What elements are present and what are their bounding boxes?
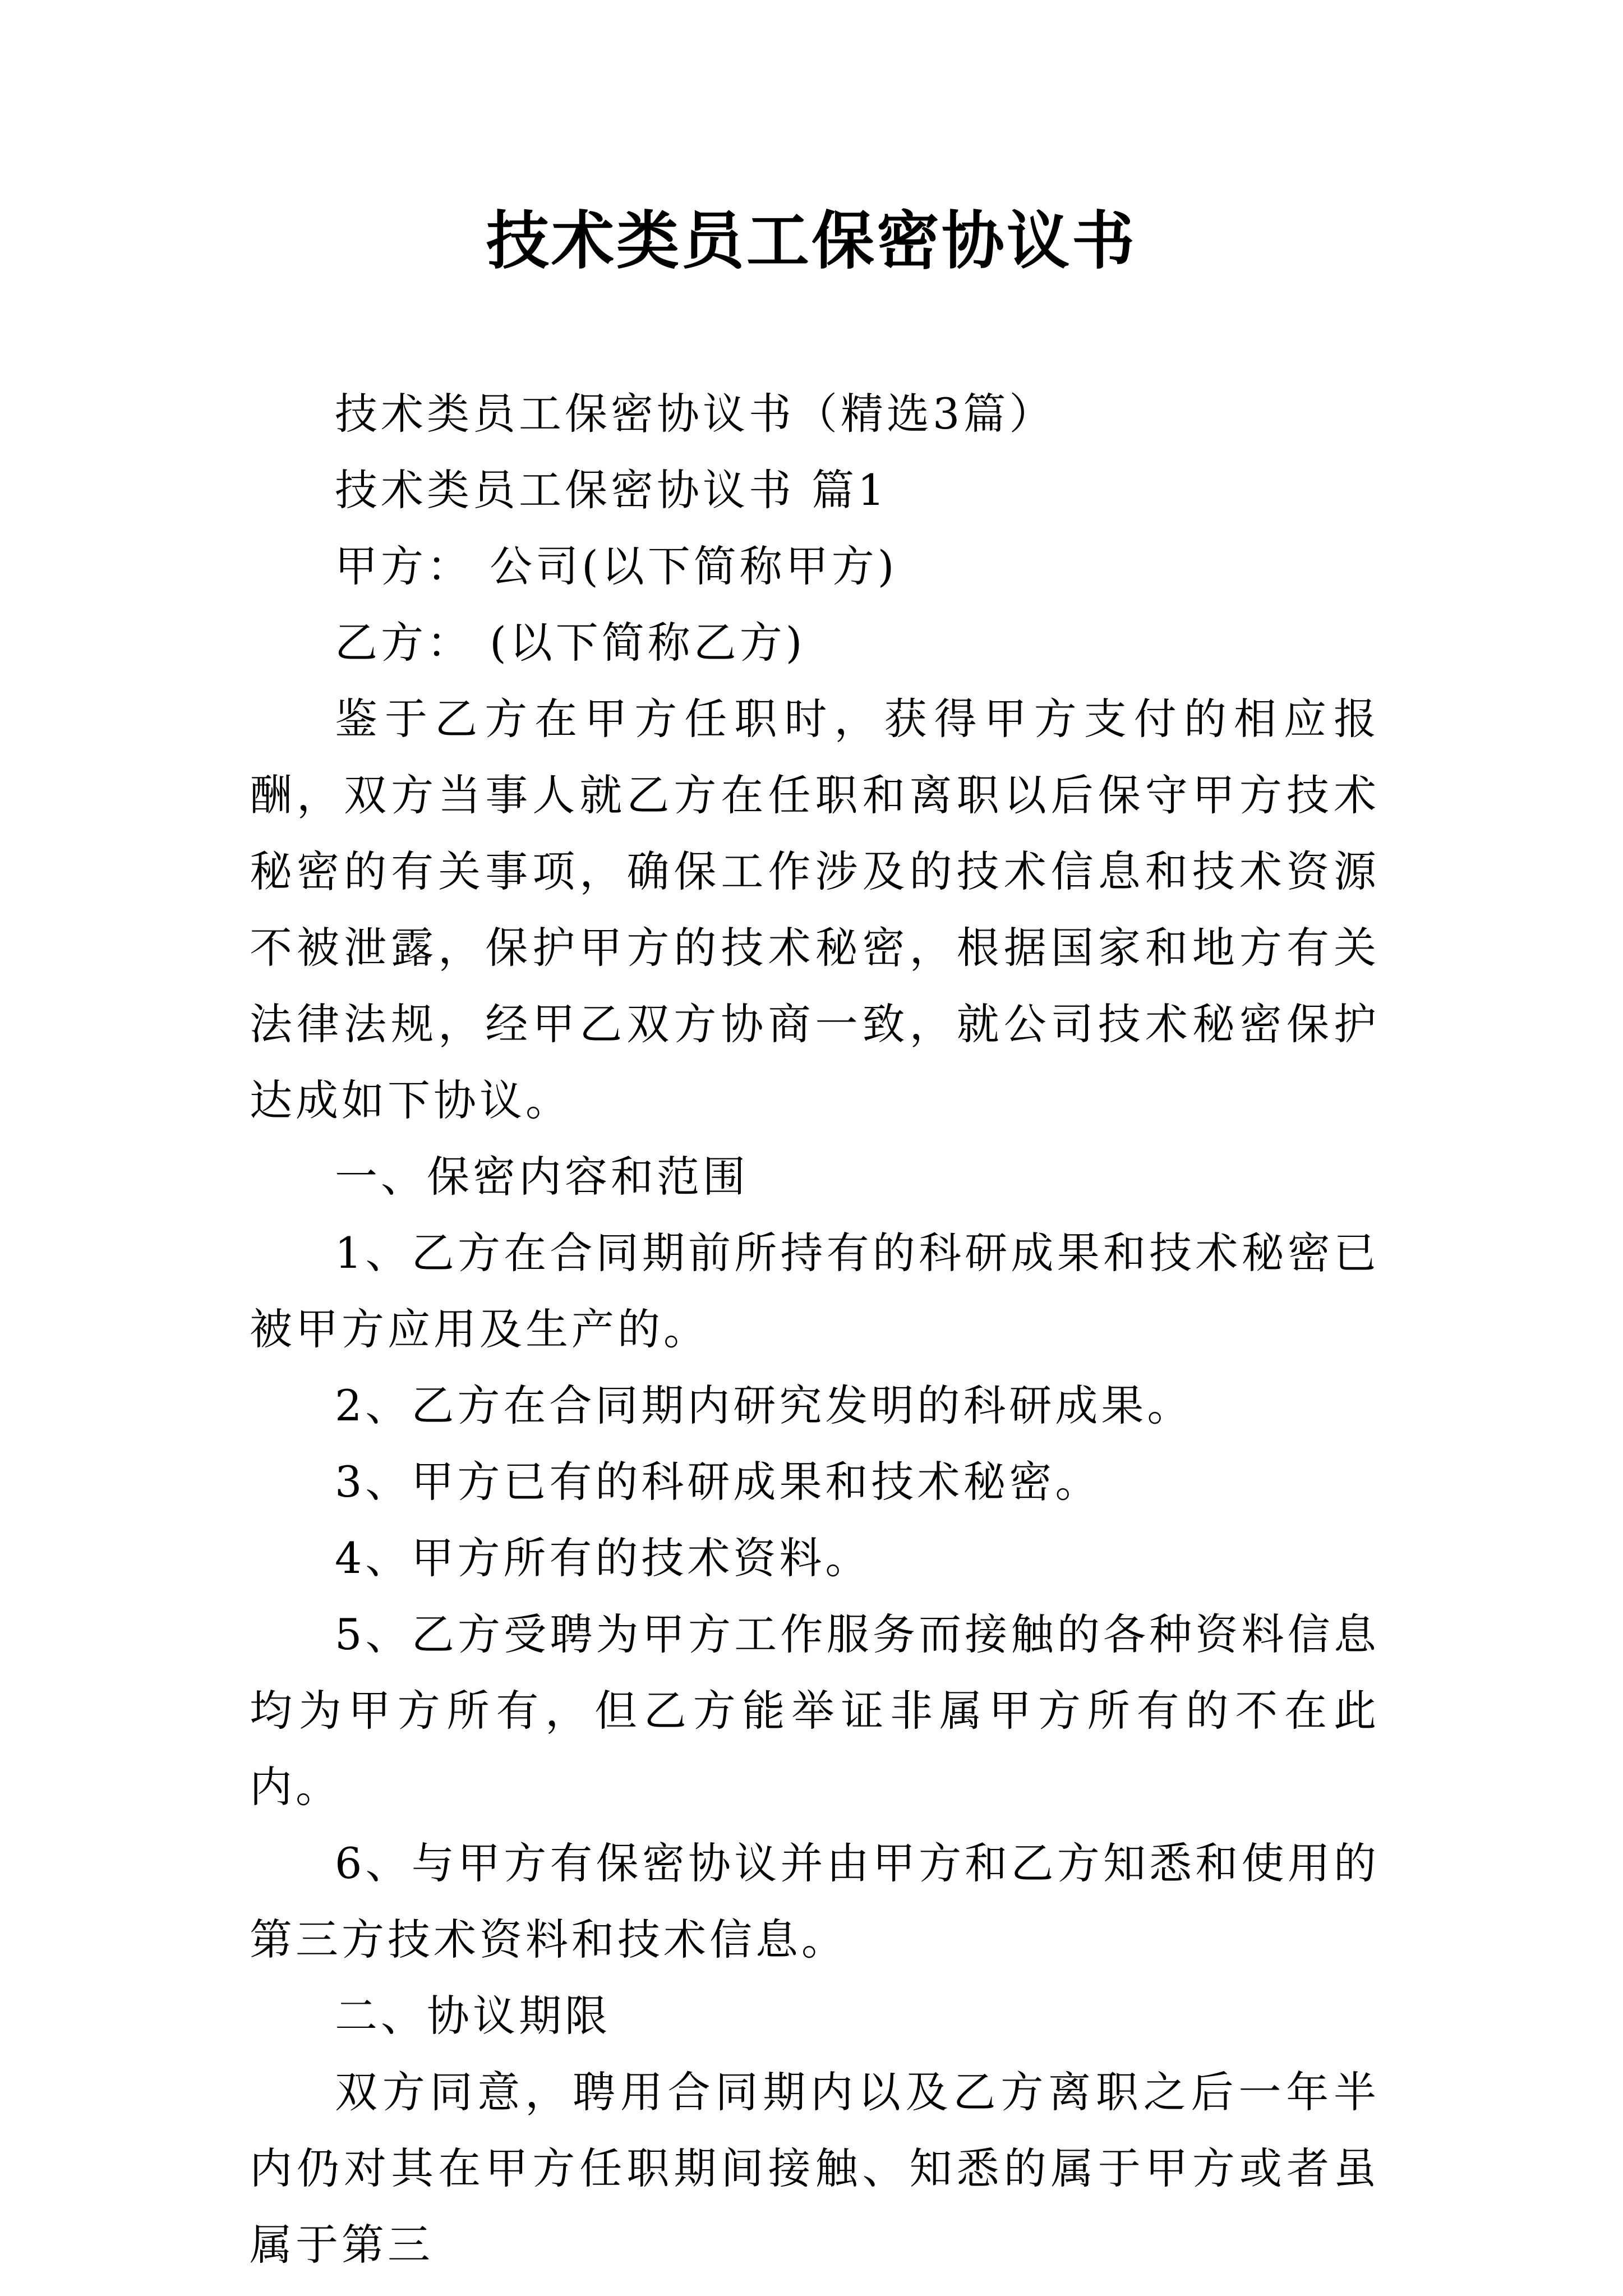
- paragraph-heading-term: 二、协议期限: [335, 1991, 611, 2041]
- paragraph-term-text: 双方同意，聘用合同期内以及乙方离职之后一年半内仍对其在甲方任职期间接触、知悉的属于甲方或者虽属于第三: [250, 2067, 1380, 2270]
- paragraph-item-4: 4、甲方所有的技术资料。: [335, 1533, 872, 1583]
- paragraph-item-3: 3、甲方已有的科研成果和技术秘密。: [335, 1457, 1101, 1507]
- paragraph-heading-scope: 一、保密内容和范围: [335, 1152, 749, 1202]
- paragraph-item-1: 1、乙方在合同期前所持有的科研成果和技术秘密已被甲方应用及生产的。: [250, 1228, 1380, 1354]
- paragraph-preamble: 鉴于乙方在甲方任职时，获得甲方支付的相应报酬，双方当事人就乙方在任职和离职以后保守甲方技术秘密的有关事项，确保工作涉及的技术信息和技术资源不被泄露，保护甲方的技术秘密，根据国家和地方有关法律法规，经甲乙双方协商一致，就公司技术秘密保护达成如下协议。: [250, 694, 1380, 1125]
- paragraph-party-b: 乙方： (以下简称乙方): [335, 618, 806, 668]
- document-title: 技术类员工保密协议书: [486, 204, 1137, 278]
- document-body: [250, 376, 1380, 2283]
- paragraph-item-5: 5、乙方受聘为甲方工作服务而接触的各种资料信息均为甲方所有，但乙方能举证非属甲方所有的不在此内。: [250, 1609, 1380, 1812]
- paragraph-subtitle: 技术类员工保密协议书（精选3篇）: [335, 389, 1055, 439]
- paragraph-item-2: 2、乙方在合同期内研究发明的科研成果。: [335, 1381, 1193, 1430]
- paragraph-party-a: 甲方： 公司(以下简称甲方): [335, 541, 898, 591]
- paragraph-item-6: 6、与甲方有保密协议并由甲方和乙方知悉和使用的第三方技术资料和技术信息。: [250, 1838, 1380, 1964]
- paragraph-section-heading: 技术类员工保密协议书 篇1: [335, 465, 888, 515]
